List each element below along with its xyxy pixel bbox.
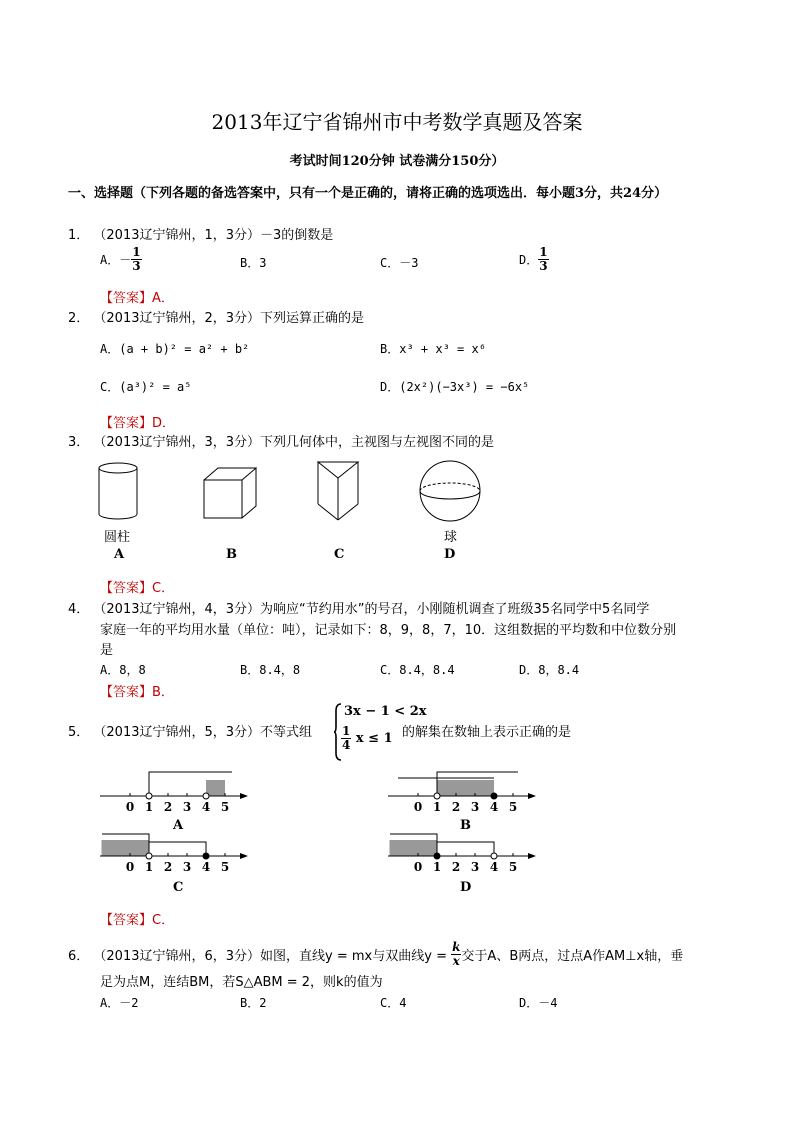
question-6-stem-line2: 足为点M，连结BM，若S△ABM = 2，则k的值为 xyxy=(100,975,383,990)
axis-arrow xyxy=(528,793,536,799)
shape-label-a: A xyxy=(114,547,125,562)
fraction xyxy=(538,246,548,273)
shape-a-name: 圆柱 xyxy=(104,530,131,545)
question-3-stem: 3． （2013辽宁锦州，3，3分）下列几何体中，主视图与左视图不同的是 xyxy=(68,435,495,450)
question-4-option-c: C．8.4，8.4 xyxy=(380,663,455,677)
tick-label: 1 xyxy=(432,860,442,874)
tick-label: 2 xyxy=(163,800,173,814)
tick-label: 3 xyxy=(182,860,192,874)
number-line-a xyxy=(100,770,250,820)
exam-info: 考试时间120分钟 试卷满分150分） xyxy=(289,154,505,169)
tick-label: 4 xyxy=(201,860,211,874)
tick-label: 0 xyxy=(125,860,135,874)
tick-label: 5 xyxy=(508,860,518,874)
cylinder-figure xyxy=(95,460,145,522)
question-1-option-a xyxy=(100,246,142,273)
closed-point xyxy=(203,853,209,859)
question-2-option-c: C．(a³)² = a⁵ xyxy=(100,380,192,394)
shaded-region xyxy=(390,840,438,856)
question-6-option-a: A．－2 xyxy=(100,996,139,1010)
tick-label: 4 xyxy=(201,800,211,814)
open-point xyxy=(146,853,152,859)
shaded-region xyxy=(206,780,225,796)
tick-label: 1 xyxy=(144,860,154,874)
open-point xyxy=(203,793,209,799)
solution-bracket xyxy=(437,842,494,856)
stem-part-b: 交于A、B两点，过点A作AM⊥x轴，垂 xyxy=(461,949,684,964)
open-point xyxy=(491,853,497,859)
tick-label: 2 xyxy=(451,800,461,814)
closed-point xyxy=(491,793,497,799)
shape-label-c: C xyxy=(334,547,345,562)
denominator: x xyxy=(452,954,460,968)
tick-label: 5 xyxy=(220,860,230,874)
question-1-option-b: B．3 xyxy=(240,256,267,270)
numerator: 1 xyxy=(539,245,548,259)
fraction xyxy=(451,941,461,968)
tick-label: 0 xyxy=(413,800,423,814)
open-point xyxy=(434,793,440,799)
question-6-stem-line1 xyxy=(68,941,683,968)
denominator: 3 xyxy=(132,259,141,273)
question-5-stem-prefix: 5． （2013辽宁锦州，5，3分）不等式组 xyxy=(68,725,313,740)
tick-label: 4 xyxy=(489,860,499,874)
shape-label-d: D xyxy=(444,547,456,562)
tick-label: 5 xyxy=(508,800,518,814)
question-2-option-a: A．(a + b)² = a² + b² xyxy=(100,342,250,356)
open-point xyxy=(146,793,152,799)
tick-label: 0 xyxy=(413,860,423,874)
question-3-answer: 【答案】C． xyxy=(100,581,175,596)
numerator: k xyxy=(452,940,461,954)
inequality-1: 3x − 1 < 2x xyxy=(344,704,427,719)
number-line-label-b: B xyxy=(460,818,471,833)
closed-point xyxy=(434,853,440,859)
tick-label: 1 xyxy=(432,800,442,814)
shape-d-name: 球 xyxy=(444,530,458,545)
question-2-option-d: D．(2x²)(−3x³) = −6x⁵ xyxy=(380,380,530,394)
denominator: 4 xyxy=(342,738,351,752)
axis-arrow xyxy=(240,793,248,799)
solution-bracket xyxy=(149,842,206,856)
axis-arrow xyxy=(240,853,248,859)
question-4-option-a: A．8，8 xyxy=(100,663,146,677)
question-2-answer: 【答案】D． xyxy=(100,416,176,431)
option-a-prefix: A．－ xyxy=(100,253,132,267)
denominator: 3 xyxy=(539,259,548,273)
question-4-option-d: D．8，8.4 xyxy=(519,663,580,677)
number-line-label-d: D xyxy=(460,880,472,895)
tick-label: 3 xyxy=(470,800,480,814)
question-1-stem: 1． （2013辽宁锦州，1，3分）－3的倒数是 xyxy=(68,228,334,243)
number-line-label-c: C xyxy=(173,880,184,895)
numerator: 1 xyxy=(342,724,351,738)
inequality-2 xyxy=(341,725,393,752)
numerator: 1 xyxy=(132,245,141,259)
shaded-region xyxy=(437,780,494,796)
number-line-label-a: A xyxy=(173,818,184,833)
tick-label: 1 xyxy=(144,800,154,814)
fraction xyxy=(131,246,141,273)
question-2-stem: 2． （2013辽宁锦州，2，3分）下列运算正确的是 xyxy=(68,311,365,326)
page-title: 2013年辽宁省锦州市中考数学真题及答案 xyxy=(211,110,583,134)
question-1-option-d xyxy=(519,246,549,273)
tick-label: 2 xyxy=(163,860,173,874)
cube-figure xyxy=(200,466,260,522)
section-heading: 一、选择题（下列各题的备选答案中，只有一个是正确的，请将正确的选项选出．每小题3分，共24分） xyxy=(68,186,668,201)
tick-label: 5 xyxy=(220,800,230,814)
question-2-option-b: B．x³ + x³ = x⁶ xyxy=(380,342,486,356)
option-d-prefix: D． xyxy=(519,253,539,267)
number-line-c xyxy=(100,830,250,880)
stem-part-a: 6． （2013辽宁锦州，6，3分）如图，直线y = mx与双曲线y = xyxy=(68,949,452,964)
question-5-answer: 【答案】C． xyxy=(100,913,175,928)
question-4-option-b: B．8.4，8 xyxy=(240,663,301,677)
shape-label-b: B xyxy=(226,547,237,562)
number-line-d xyxy=(388,830,538,880)
tick-label: 4 xyxy=(489,800,499,814)
tick-label: 2 xyxy=(451,860,461,874)
question-4-stem-line1: 4． （2013辽宁锦州，4，3分）为响应“节约用水”的号召，小刚随机调查了班级35名同学中5名同学 xyxy=(68,602,650,617)
question-4-answer: 【答案】B． xyxy=(100,685,174,700)
question-6-option-c: C．4 xyxy=(380,996,407,1010)
question-5-stem-suffix: 的解集在数轴上表示正确的是 xyxy=(402,725,572,740)
triangular-prism-figure xyxy=(316,460,362,524)
axis-arrow xyxy=(528,853,536,859)
inequality-2-rest: x ≤ 1 xyxy=(355,731,393,746)
tick-label: 3 xyxy=(182,800,192,814)
tick-label: 0 xyxy=(125,800,135,814)
number-line-b xyxy=(388,770,538,820)
sphere-figure xyxy=(418,460,484,524)
question-4-stem-line3: 是 xyxy=(100,643,114,658)
question-6-option-b: B．2 xyxy=(240,996,267,1010)
question-4-stem-line2: 家庭一年的平均用水量（单位：吨），记录如下：8，9，8，7，10．这组数据的平均数和中位数分别 xyxy=(100,623,677,638)
shaded-region xyxy=(102,840,150,856)
question-1-option-c: C．－3 xyxy=(380,256,419,270)
question-1-answer: 【答案】A． xyxy=(100,291,174,306)
fraction xyxy=(341,725,351,752)
question-6-option-d: D．－4 xyxy=(519,996,558,1010)
tick-label: 3 xyxy=(470,860,480,874)
